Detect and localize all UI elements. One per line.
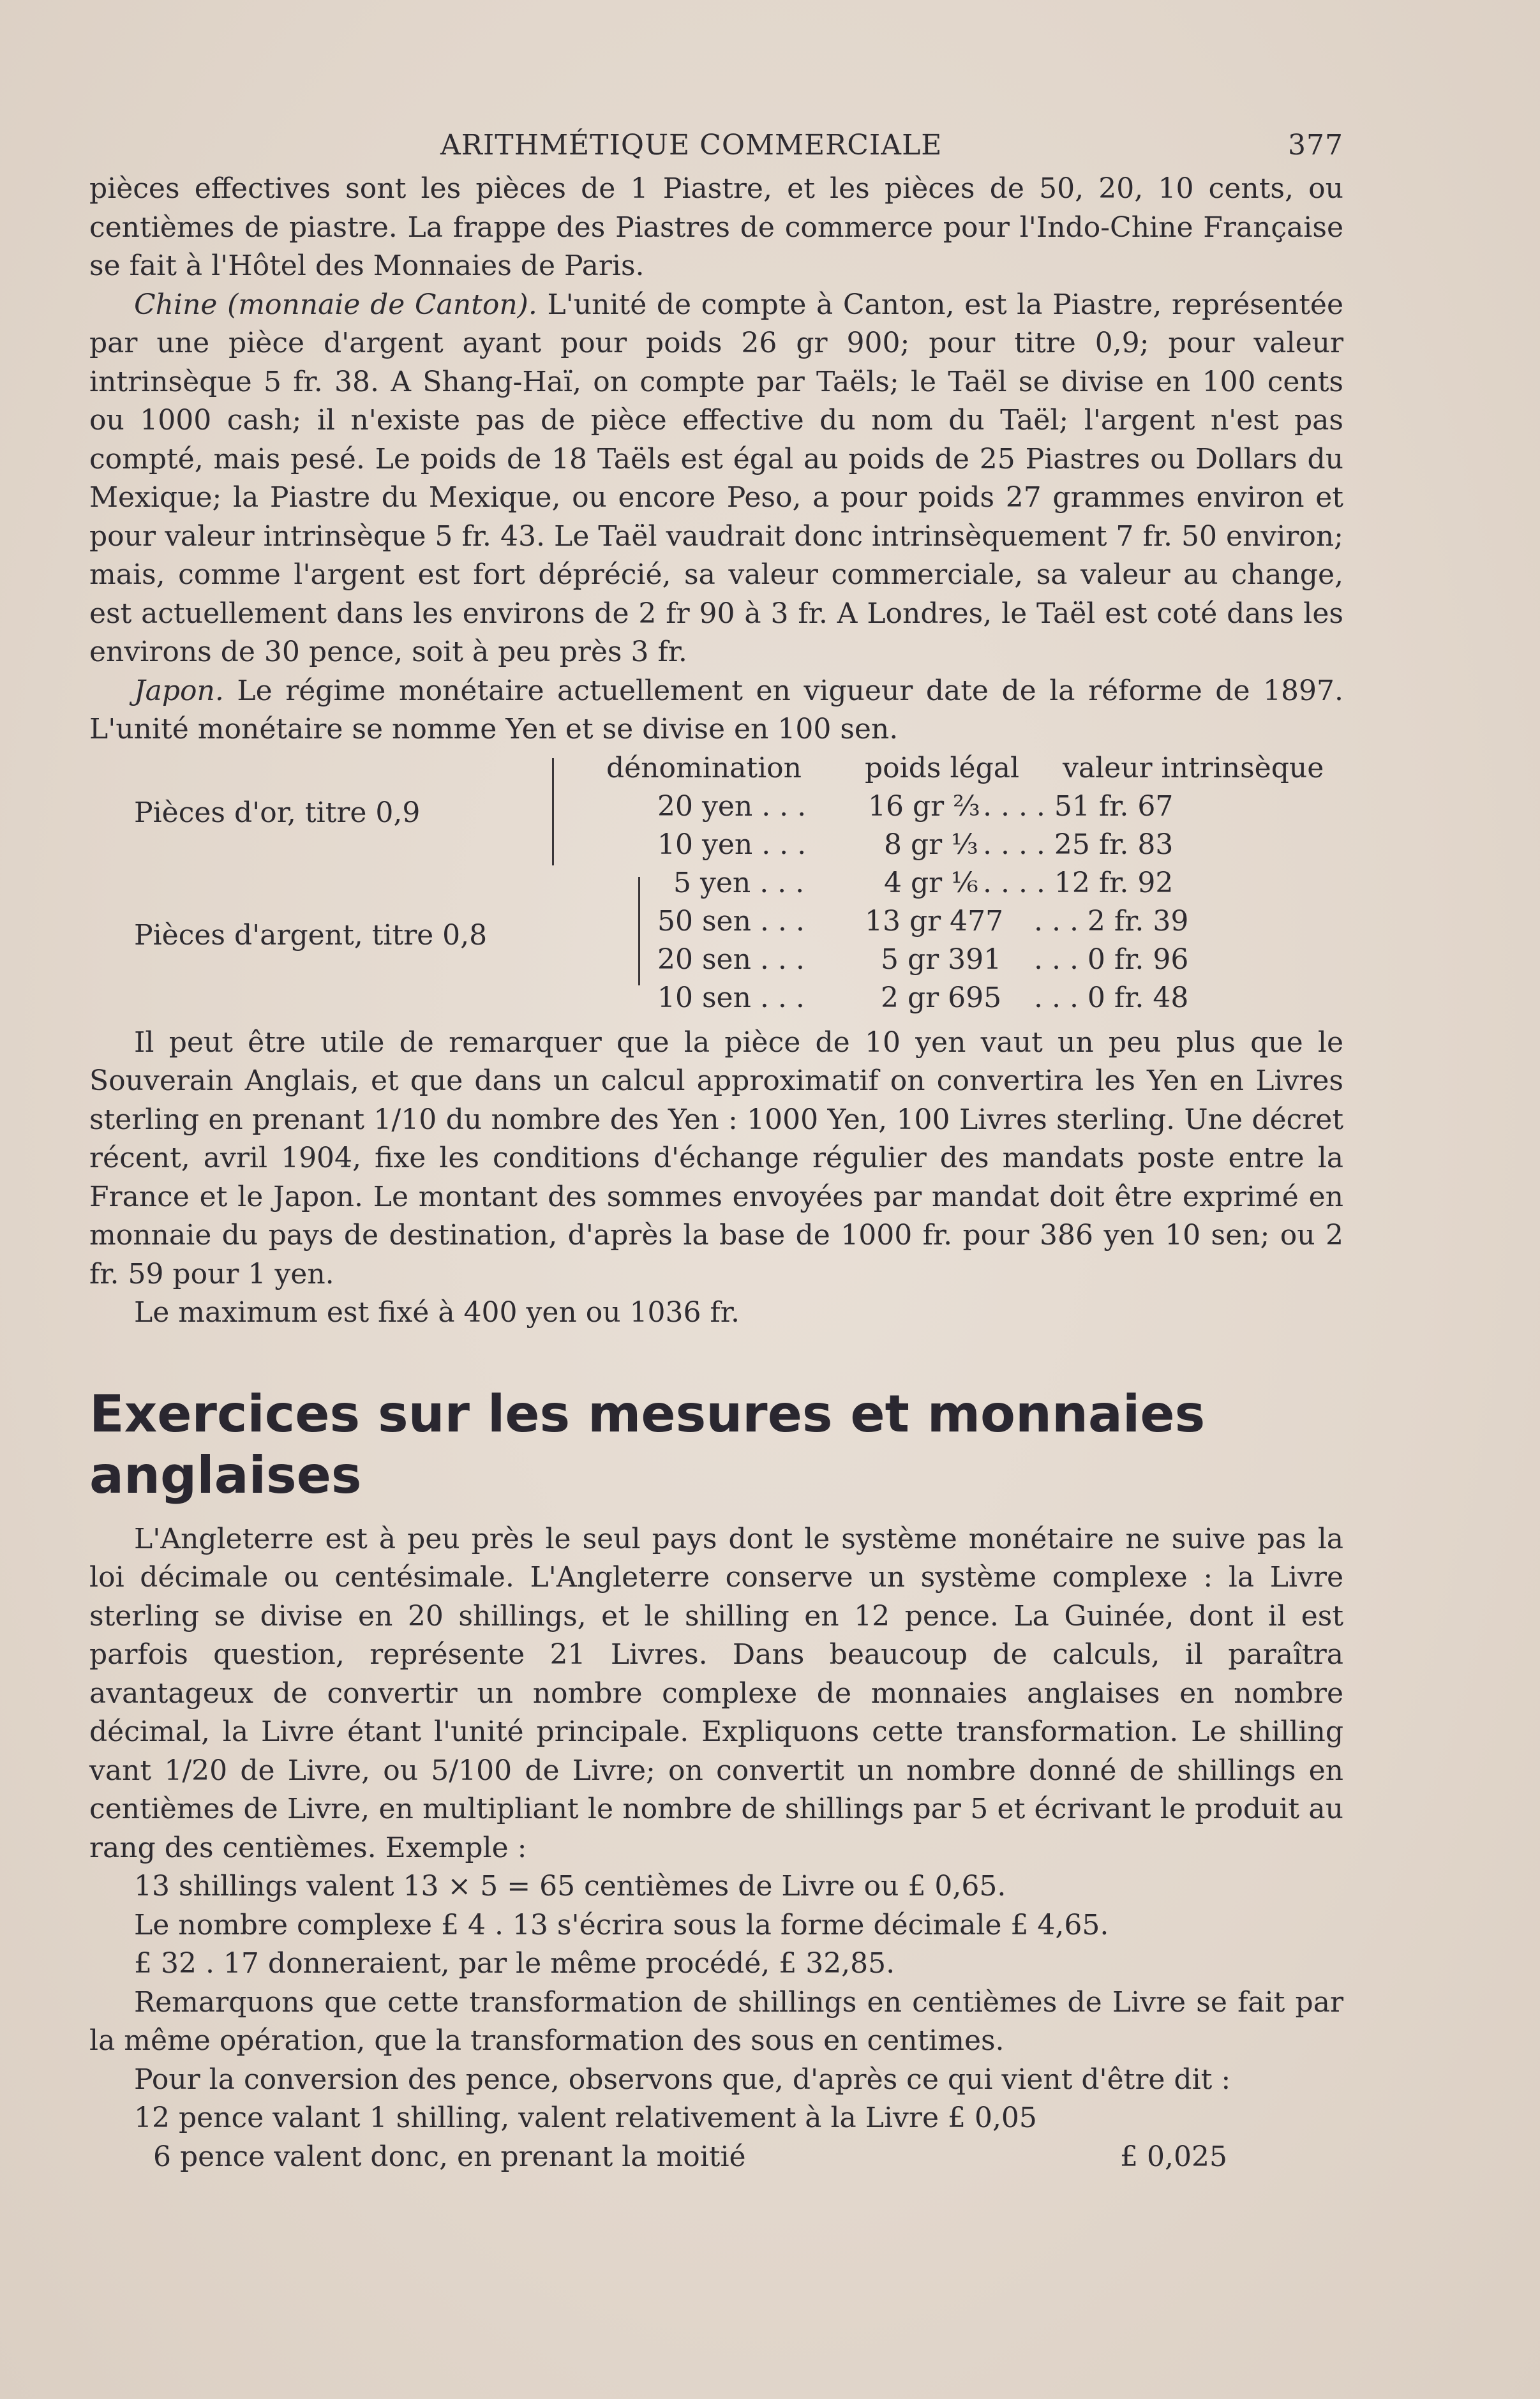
yen-paragraph: Il peut être utile de remarquer que la pièce de 10 yen vaut un peu plus que le Souverain Anglais, et que dans un calcul approximatif on convertira les Yen en Livres sterling en prenant 1/10 du nombre des Yen : 1000 Yen, 100 Livres sterling. Une décret récent, avril 1904, fixe les conditions d'échange régulier des mandats poste entre la France et le Japon. Le montant des sommes envoyées par mandat doit être exprimé en monnaie du pays de destination, d'après la base de 1000 fr. pour 386 yen 10 sen; ou 2 fr. 59 pour 1 yen. bbox=[89, 1026, 1343, 1290]
gold-valeur-3: . . . . 12 fr. 92 bbox=[983, 866, 1174, 899]
angleterre-paragraph: L'Angleterre est à peu près le seul pays dont le système monétaire ne suive pas la loi décimale ou centésimale. L'Angleterre conserve un système complexe : la Livre sterling se divise en 20 shillings, et le shilling en 12 pence. La Guinée, dont il est parfois question, représente 21 Livres. Dans beaucoup de calculs, il paraîtra avantageux de convertir un nombre complexe de monnaies anglaises en nombre décimal, la Livre étant l'unité principale. Expliquons cette transformation. Le shilling vant 1/20 de Livre, ou 5/100 de Livre; on convertit un nombre donné de shillings en centièmes de Livre, en multipliant le nombre de shillings par 5 et écrivant le produit au rang des centièmes. Exemple : bbox=[89, 1522, 1343, 1864]
gold-poids-1: 16 gr ⅔ bbox=[868, 789, 980, 823]
header-denomination: dénomination bbox=[606, 751, 802, 784]
header-valeur: valeur intrinsèque bbox=[1063, 751, 1324, 784]
pence-line-2-left: 6 pence valent donc, en prenant la moitié bbox=[153, 2140, 746, 2173]
silver-poids-3: 2 gr 695 bbox=[881, 981, 1002, 1014]
gold-valeur-1: . . . . 51 fr. 67 bbox=[983, 789, 1174, 823]
example-line-3: £ 32 . 17 donneraient, par le même procédé, £ 32,85. bbox=[134, 1947, 895, 1980]
header-poids: poids légal bbox=[865, 751, 1020, 784]
gold-denomination-3: 5 yen . . . bbox=[673, 866, 805, 899]
pence-paragraph: Pour la conversion des pence, observons que, d'après ce qui vient d'être dit : bbox=[134, 2063, 1231, 2096]
gold-denomination-1: 20 yen . . . bbox=[657, 789, 807, 823]
pence-line-1: 12 pence valant 1 shilling, valent relativement à la Livre £ 0,05 bbox=[134, 2102, 1037, 2134]
gold-label: Pièces d'or, titre 0,9 bbox=[134, 796, 421, 829]
silver-denomination-3: 10 sen . . . bbox=[657, 981, 805, 1014]
page-number: 377 bbox=[1288, 129, 1343, 161]
section-title: Exercices sur les mesures et monnaies anglaises bbox=[89, 1384, 1206, 1505]
gold-brace bbox=[552, 758, 565, 865]
example-line-2: Le nombre complexe £ 4 . 13 s'écrira sous la forme décimale £ 4,65. bbox=[134, 1908, 1109, 1941]
gold-poids-2: 8 gr ⅓ bbox=[884, 828, 978, 861]
gold-valeur-2: . . . . 25 fr. 83 bbox=[983, 828, 1174, 861]
silver-label: Pièces d'argent, titre 0,8 bbox=[134, 918, 488, 952]
chine-lead: Chine (monnaie de Canton). bbox=[134, 288, 537, 321]
silver-brace bbox=[638, 877, 652, 985]
silver-poids-2: 5 gr 391 bbox=[881, 943, 1002, 976]
japon-paragraph bbox=[89, 672, 1343, 749]
silver-valeur-1: . . . 2 fr. 39 bbox=[1034, 904, 1189, 938]
silver-poids-1: 13 gr 477 bbox=[865, 904, 1004, 938]
chine-text: L'unité de compte à Canton, est la Piastre, représentée par une pièce d'argent ayant pour poids 26 gr 900; pour titre 0,9; pour valeur intrinsèque 5 fr. 38. A Shang-Haï, on compte par Taëls; le Taël se divise en 100 cents ou 1000 cash; il n'existe pas de pièce effective du nom du Taël; l'argent n'est pas compté, mais pesé. Le poids de 18 Taëls est égal au poids de 25 Piastres ou Dollars du Mexique; la Piastre du Mexique, ou encore Peso, a pour poids 27 grammes environ et pour valeur intrinsèque 5 fr. 43. Le Taël vaudrait donc intrinsèquement 7 fr. 50 environ; mais, comme l'argent est fort déprécié, sa valeur commerciale, sa valeur au change, est actuellement dans les environs de 2 fr 90 à 3 fr. A Londres, le Taël est coté dans les environs de 30 pence, soit à peu près 3 fr. bbox=[89, 288, 1343, 668]
intro-paragraph: pièces effectives sont les pièces de 1 Piastre, et les pièces de 50, 20, 10 cents, ou centièmes de piastre. La frappe des Piastres de commerce pour l'Indo-Chine Française se fait à l'Hôtel des Monnaies de Paris. bbox=[89, 172, 1343, 282]
gold-poids-3: 4 gr ⅙ bbox=[884, 866, 978, 899]
page bbox=[89, 115, 1343, 2176]
maximum-line: Le maximum est fixé à 400 yen ou 1036 fr. bbox=[134, 1296, 740, 1329]
coin-table bbox=[89, 749, 1343, 1014]
chine-paragraph bbox=[89, 286, 1343, 672]
silver-denomination-1: 50 sen . . . bbox=[657, 904, 805, 938]
silver-valeur-2: . . . 0 fr. 96 bbox=[1034, 943, 1189, 976]
japon-text: Le régime monétaire actuellement en vigueur date de la réforme de 1897. L'unité monétaire se nomme Yen et se divise en 100 sen. bbox=[89, 674, 1343, 745]
silver-valeur-3: . . . 0 fr. 48 bbox=[1034, 981, 1189, 1014]
gold-denomination-2: 10 yen . . . bbox=[657, 828, 807, 861]
running-header bbox=[89, 115, 1343, 170]
example-line-1: 13 shillings valent 13 × 5 = 65 centièmes de Livre ou £ 0,65. bbox=[134, 1870, 1006, 1902]
japon-lead: Japon. bbox=[134, 674, 224, 707]
running-title: ARITHMÉTIQUE COMMERCIALE bbox=[440, 129, 943, 161]
pence-line-2 bbox=[89, 2138, 1343, 2176]
pence-line-2-right: £ 0,025 bbox=[1120, 2140, 1227, 2173]
silver-denomination-2: 20 sen . . . bbox=[657, 943, 805, 976]
remarque-paragraph: Remarquons que cette transformation de shillings en centièmes de Livre se fait par la même opération, que la transformation des sous en centimes. bbox=[89, 1985, 1343, 2057]
